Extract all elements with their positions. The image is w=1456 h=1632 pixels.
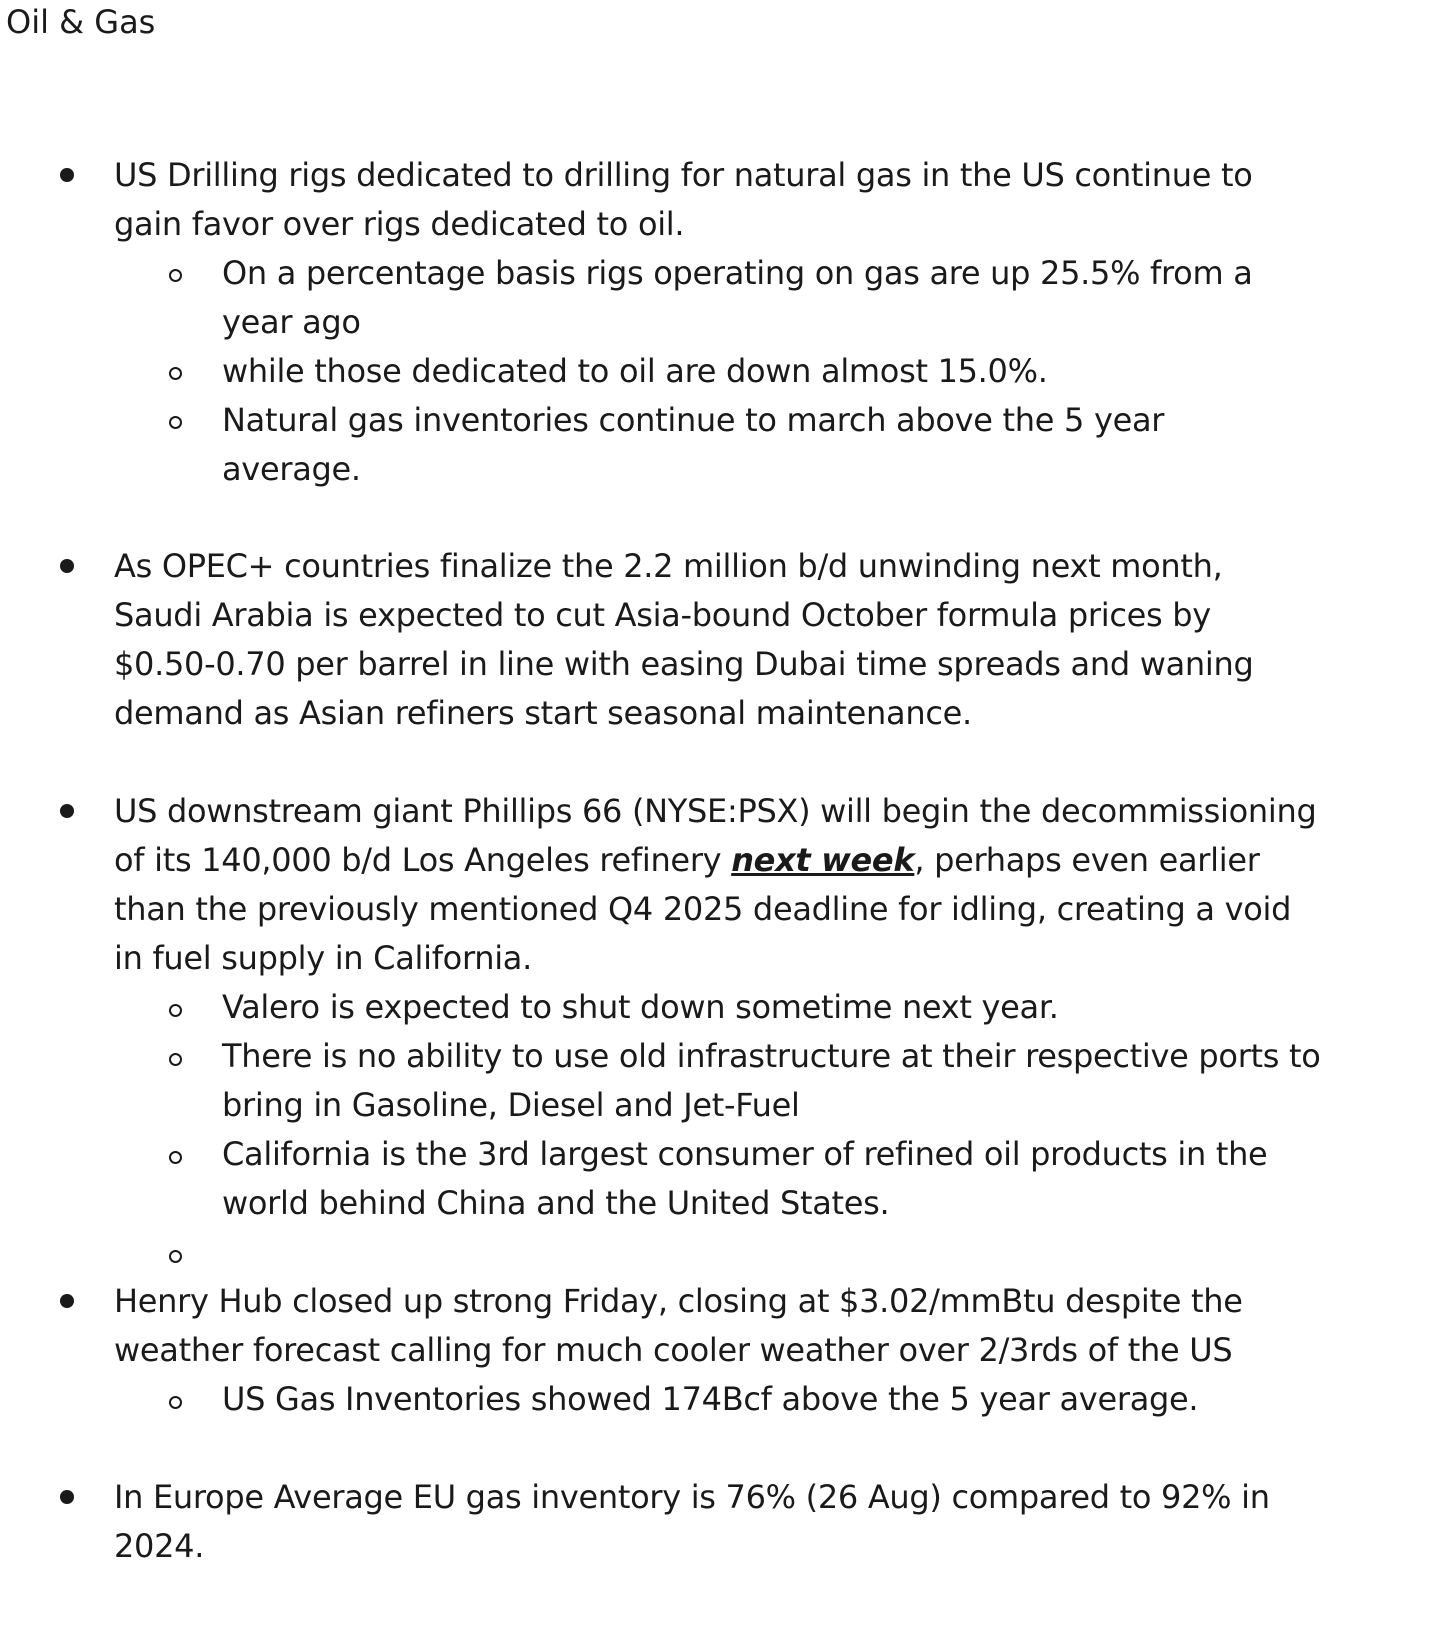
subitem-text-line: California is the 3rd largest consumer of refined oil products in the (222, 1135, 1268, 1173)
sub-bullet-icon (169, 1151, 182, 1164)
sub-bullet-icon (169, 1004, 182, 1017)
subitem-text-line: year ago (222, 303, 361, 341)
item-text-line: Saudi Arabia is expected to cut Asia-bound October formula prices by (114, 596, 1211, 634)
bullet-icon (60, 168, 74, 182)
item-text-line (114, 840, 1260, 880)
item-text-line: than the previously mentioned Q4 2025 deadline for idling, creating a void (114, 890, 1292, 928)
item-text-line: in fuel supply in California. (114, 939, 532, 977)
item-text-line: gain favor over rigs dedicated to oil. (114, 205, 685, 243)
sub-bullet-icon (169, 1396, 182, 1409)
subitem-text-line: average. (222, 450, 361, 488)
item-text-line: As OPEC+ countries finalize the 2.2 million b/d unwinding next month, (114, 547, 1223, 585)
item-text-line: 2024. (114, 1527, 205, 1565)
item-text-line: weather forecast calling for much cooler weather over 2/3rds of the US (114, 1331, 1233, 1369)
subitem-text-line: Natural gas inventories continue to march above the 5 year (222, 401, 1165, 439)
bullet-icon (60, 804, 74, 818)
item-text-line: demand as Asian refiners start seasonal maintenance. (114, 694, 972, 732)
page-title: Oil & Gas (6, 3, 156, 41)
item-text-line: In Europe Average EU gas inventory is 76% (26 Aug) compared to 92% in (114, 1478, 1270, 1516)
sub-bullet-icon (169, 1053, 182, 1066)
item-text-line: Henry Hub closed up strong Friday, closing at $3.02/mmBtu despite the (114, 1282, 1243, 1320)
subitem-text-line: Valero is expected to shut down sometime next year. (222, 988, 1059, 1026)
sub-bullet-icon (169, 269, 182, 282)
sub-bullet-icon (169, 367, 182, 380)
subitem-text-line: world behind China and the United States. (222, 1184, 890, 1222)
item-text-segment: , perhaps even earlier (914, 841, 1260, 879)
sub-bullet-icon (169, 416, 182, 429)
bullet-icon (60, 559, 74, 573)
item-text-line: US downstream giant Phillips 66 (NYSE:PSX) will begin the decommissioning (114, 792, 1317, 830)
sub-bullet-icon (169, 1250, 182, 1263)
item-text-line: US Drilling rigs dedicated to drilling for natural gas in the US continue to (114, 156, 1253, 194)
subitem-text-line: while those dedicated to oil are down almost 15.0%. (222, 352, 1048, 390)
bullet-icon (60, 1294, 74, 1308)
subitem-text-line: There is no ability to use old infrastructure at their respective ports to (222, 1037, 1321, 1075)
next-week-emphasis: next week (731, 841, 915, 879)
subitem-text-line: US Gas Inventories showed 174Bcf above the 5 year average. (222, 1380, 1199, 1418)
subitem-text-line: On a percentage basis rigs operating on gas are up 25.5% from a (222, 254, 1253, 292)
item-text-segment: of its 140,000 b/d Los Angeles refinery (114, 841, 732, 879)
item-text-line: $0.50-0.70 per barrel in line with easing Dubai time spreads and waning (114, 645, 1254, 683)
subitem-text-line: bring in Gasoline, Diesel and Jet-Fuel (222, 1086, 800, 1124)
bullet-icon (60, 1490, 74, 1504)
